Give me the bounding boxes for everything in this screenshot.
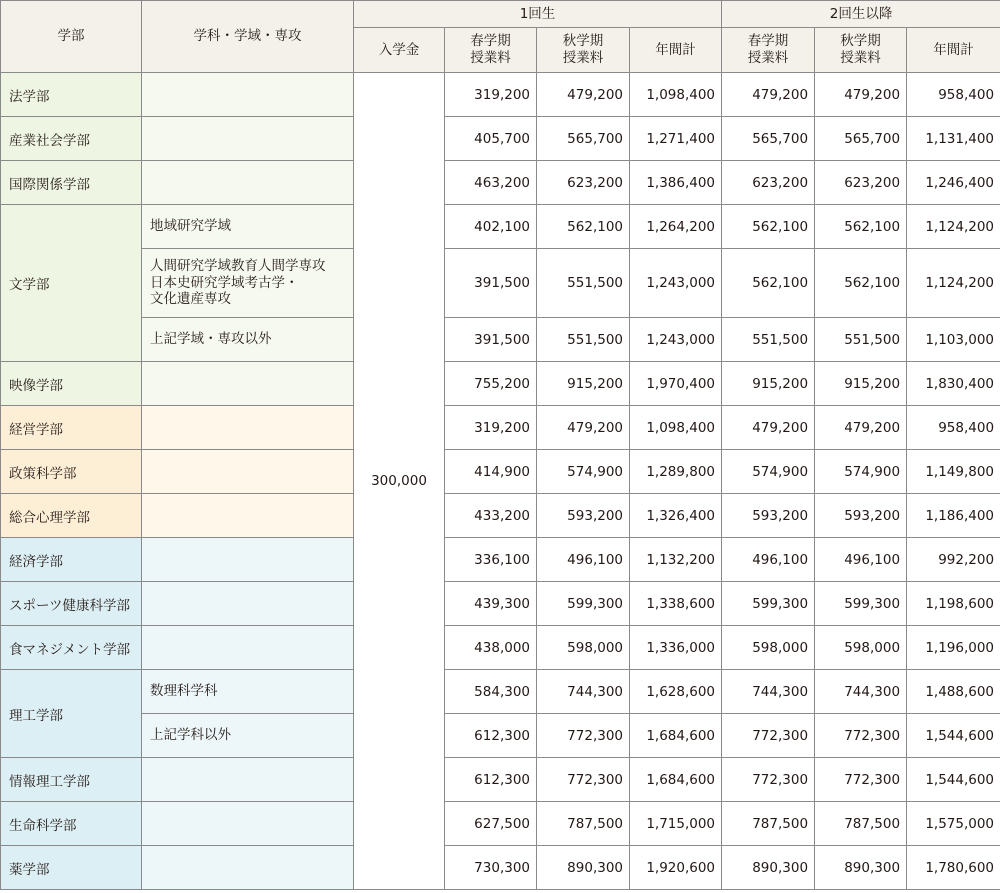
- table-row: [1, 538, 1000, 582]
- y1-spring-cell: 319,200: [445, 406, 537, 450]
- entrance-fee-cell: 300,000: [354, 73, 445, 890]
- y1-spring-cell: 402,100: [445, 205, 537, 249]
- y1-spring-cell: 336,100: [445, 538, 537, 582]
- y2-annual-cell: 1,830,400: [907, 362, 1000, 406]
- department-cell: [142, 538, 354, 582]
- header-y1-autumn: 秋学期 授業料: [537, 28, 630, 73]
- department-cell: 上記学域・専攻以外: [142, 318, 354, 362]
- y2-annual-cell: 1,575,000: [907, 802, 1000, 846]
- y2-annual-cell: 1,198,600: [907, 582, 1000, 626]
- y1-annual-cell: 1,326,400: [630, 494, 722, 538]
- y1-spring-cell: 612,300: [445, 714, 537, 758]
- y2-annual-cell: 1,124,200: [907, 205, 1000, 249]
- y2-spring-cell: 565,700: [722, 117, 815, 161]
- header-y2-spring: 春学期 授業料: [722, 28, 815, 73]
- y2-spring-cell: 479,200: [722, 73, 815, 117]
- header-y2-annual: 年間計: [907, 28, 1000, 73]
- table-row: [1, 205, 1000, 249]
- y1-autumn-cell: 479,200: [537, 406, 630, 450]
- y2-spring-cell: 772,300: [722, 714, 815, 758]
- y1-spring-cell: 391,500: [445, 318, 537, 362]
- y1-spring-cell: 438,000: [445, 626, 537, 670]
- faculty-cell: 経営学部: [1, 406, 142, 450]
- department-cell: [142, 626, 354, 670]
- y1-annual-cell: 1,684,600: [630, 714, 722, 758]
- y1-autumn-cell: 593,200: [537, 494, 630, 538]
- y2-spring-cell: 496,100: [722, 538, 815, 582]
- y1-autumn-cell: 787,500: [537, 802, 630, 846]
- table-row: [1, 758, 1000, 802]
- table-row: [1, 318, 1000, 362]
- y2-autumn-cell: 772,300: [815, 714, 907, 758]
- y2-annual-cell: 1,488,600: [907, 670, 1000, 714]
- department-cell: [142, 117, 354, 161]
- table-row: [1, 406, 1000, 450]
- header-department: 学科・学域・専攻: [142, 1, 354, 73]
- y2-autumn-cell: 551,500: [815, 318, 907, 362]
- y2-spring-cell: 787,500: [722, 802, 815, 846]
- y1-spring-cell: 730,300: [445, 846, 537, 890]
- y2-annual-cell: 1,131,400: [907, 117, 1000, 161]
- table-row: [1, 73, 1000, 117]
- y1-autumn-cell: 565,700: [537, 117, 630, 161]
- faculty-cell: 法学部: [1, 73, 142, 117]
- y2-annual-cell: 1,246,400: [907, 161, 1000, 205]
- faculty-cell: 産業社会学部: [1, 117, 142, 161]
- table-row: [1, 714, 1000, 758]
- table-row: [1, 846, 1000, 890]
- department-cell: [142, 758, 354, 802]
- y1-autumn-cell: 772,300: [537, 714, 630, 758]
- faculty-cell: 理工学部: [1, 670, 142, 758]
- y1-autumn-cell: 772,300: [537, 758, 630, 802]
- faculty-cell: 食マネジメント学部: [1, 626, 142, 670]
- table-row: [1, 582, 1000, 626]
- y1-autumn-cell: 551,500: [537, 249, 630, 318]
- y1-spring-cell: 463,200: [445, 161, 537, 205]
- y2-autumn-cell: 599,300: [815, 582, 907, 626]
- department-cell: 上記学科以外: [142, 714, 354, 758]
- faculty-cell: 映像学部: [1, 362, 142, 406]
- y1-annual-cell: 1,289,800: [630, 450, 722, 494]
- y2-autumn-cell: 744,300: [815, 670, 907, 714]
- y1-spring-cell: 612,300: [445, 758, 537, 802]
- y1-annual-cell: 1,098,400: [630, 73, 722, 117]
- faculty-cell: 文学部: [1, 205, 142, 362]
- y1-annual-cell: 1,338,600: [630, 582, 722, 626]
- y1-annual-cell: 1,336,000: [630, 626, 722, 670]
- y1-autumn-cell: 562,100: [537, 205, 630, 249]
- y2-annual-cell: 958,400: [907, 73, 1000, 117]
- table-row: [1, 670, 1000, 714]
- header-entrance-fee: 入学金: [354, 28, 445, 73]
- department-cell: [142, 73, 354, 117]
- y2-autumn-cell: 772,300: [815, 758, 907, 802]
- department-cell: 数理科学科: [142, 670, 354, 714]
- y1-autumn-cell: 496,100: [537, 538, 630, 582]
- y2-annual-cell: 1,186,400: [907, 494, 1000, 538]
- y2-spring-cell: 574,900: [722, 450, 815, 494]
- y1-annual-cell: 1,132,200: [630, 538, 722, 582]
- y2-autumn-cell: 623,200: [815, 161, 907, 205]
- y2-annual-cell: 958,400: [907, 406, 1000, 450]
- y2-autumn-cell: 593,200: [815, 494, 907, 538]
- y2-annual-cell: 1,149,800: [907, 450, 1000, 494]
- y2-annual-cell: 1,544,600: [907, 758, 1000, 802]
- y2-annual-cell: 1,196,000: [907, 626, 1000, 670]
- y2-autumn-cell: 479,200: [815, 406, 907, 450]
- y2-spring-cell: 562,100: [722, 205, 815, 249]
- y1-spring-cell: 319,200: [445, 73, 537, 117]
- y2-spring-cell: 551,500: [722, 318, 815, 362]
- table-row: [1, 626, 1000, 670]
- y1-spring-cell: 405,700: [445, 117, 537, 161]
- department-cell: [142, 802, 354, 846]
- faculty-cell: 政策科学部: [1, 450, 142, 494]
- department-cell: [142, 406, 354, 450]
- y2-autumn-cell: 574,900: [815, 450, 907, 494]
- y1-annual-cell: 1,684,600: [630, 758, 722, 802]
- y1-annual-cell: 1,271,400: [630, 117, 722, 161]
- y2-spring-cell: 915,200: [722, 362, 815, 406]
- y2-autumn-cell: 915,200: [815, 362, 907, 406]
- department-cell: [142, 582, 354, 626]
- y1-autumn-cell: 890,300: [537, 846, 630, 890]
- faculty-cell: 経済学部: [1, 538, 142, 582]
- header-y1-spring: 春学期 授業料: [445, 28, 537, 73]
- faculty-cell: 生命科学部: [1, 802, 142, 846]
- y2-spring-cell: 479,200: [722, 406, 815, 450]
- y2-spring-cell: 598,000: [722, 626, 815, 670]
- y1-autumn-cell: 623,200: [537, 161, 630, 205]
- y1-spring-cell: 433,200: [445, 494, 537, 538]
- y1-spring-cell: 755,200: [445, 362, 537, 406]
- y2-spring-cell: 890,300: [722, 846, 815, 890]
- y1-annual-cell: 1,715,000: [630, 802, 722, 846]
- header-y1-annual: 年間計: [630, 28, 722, 73]
- y2-autumn-cell: 890,300: [815, 846, 907, 890]
- table-row: [1, 802, 1000, 846]
- y1-annual-cell: 1,628,600: [630, 670, 722, 714]
- y2-annual-cell: 1,544,600: [907, 714, 1000, 758]
- y2-autumn-cell: 787,500: [815, 802, 907, 846]
- table-row: [1, 362, 1000, 406]
- header-faculty: 学部: [1, 1, 142, 73]
- faculty-cell: 情報理工学部: [1, 758, 142, 802]
- header-year1: 1回生: [354, 1, 722, 28]
- y1-annual-cell: 1,243,000: [630, 249, 722, 318]
- faculty-cell: 薬学部: [1, 846, 142, 890]
- y2-spring-cell: 744,300: [722, 670, 815, 714]
- y2-annual-cell: 1,103,000: [907, 318, 1000, 362]
- y1-autumn-cell: 599,300: [537, 582, 630, 626]
- y1-autumn-cell: 744,300: [537, 670, 630, 714]
- y1-spring-cell: 627,500: [445, 802, 537, 846]
- y2-annual-cell: 992,200: [907, 538, 1000, 582]
- table-row: [1, 494, 1000, 538]
- header-year2plus: 2回生以降: [722, 1, 1000, 28]
- y1-autumn-cell: 479,200: [537, 73, 630, 117]
- faculty-cell: 国際関係学部: [1, 161, 142, 205]
- y2-autumn-cell: 479,200: [815, 73, 907, 117]
- table-row: [1, 161, 1000, 205]
- y2-annual-cell: 1,780,600: [907, 846, 1000, 890]
- y2-autumn-cell: 562,100: [815, 249, 907, 318]
- table-row: [1, 117, 1000, 161]
- department-cell: 人間研究学域教育人間学専攻 日本史研究学域考古学・ 文化遺産専攻: [142, 249, 354, 318]
- y2-autumn-cell: 598,000: [815, 626, 907, 670]
- y1-spring-cell: 584,300: [445, 670, 537, 714]
- header-y2-autumn: 秋学期 授業料: [815, 28, 907, 73]
- y1-annual-cell: 1,920,600: [630, 846, 722, 890]
- y1-annual-cell: 1,098,400: [630, 406, 722, 450]
- y2-annual-cell: 1,124,200: [907, 249, 1000, 318]
- department-cell: [142, 494, 354, 538]
- y1-spring-cell: 439,300: [445, 582, 537, 626]
- y1-spring-cell: 414,900: [445, 450, 537, 494]
- y1-annual-cell: 1,970,400: [630, 362, 722, 406]
- y2-spring-cell: 593,200: [722, 494, 815, 538]
- y2-autumn-cell: 562,100: [815, 205, 907, 249]
- table-row: [1, 249, 1000, 318]
- faculty-cell: スポーツ健康科学部: [1, 582, 142, 626]
- y2-autumn-cell: 565,700: [815, 117, 907, 161]
- y1-annual-cell: 1,264,200: [630, 205, 722, 249]
- department-cell: [142, 450, 354, 494]
- y2-autumn-cell: 496,100: [815, 538, 907, 582]
- y2-spring-cell: 623,200: [722, 161, 815, 205]
- department-cell: 地域研究学域: [142, 205, 354, 249]
- y1-autumn-cell: 915,200: [537, 362, 630, 406]
- y1-annual-cell: 1,386,400: [630, 161, 722, 205]
- department-cell: [142, 362, 354, 406]
- department-cell: [142, 161, 354, 205]
- table-row: [1, 450, 1000, 494]
- department-cell: [142, 846, 354, 890]
- faculty-cell: 総合心理学部: [1, 494, 142, 538]
- y1-autumn-cell: 551,500: [537, 318, 630, 362]
- y1-spring-cell: 391,500: [445, 249, 537, 318]
- y1-autumn-cell: 598,000: [537, 626, 630, 670]
- y2-spring-cell: 772,300: [722, 758, 815, 802]
- y2-spring-cell: 599,300: [722, 582, 815, 626]
- y1-annual-cell: 1,243,000: [630, 318, 722, 362]
- y1-autumn-cell: 574,900: [537, 450, 630, 494]
- y2-spring-cell: 562,100: [722, 249, 815, 318]
